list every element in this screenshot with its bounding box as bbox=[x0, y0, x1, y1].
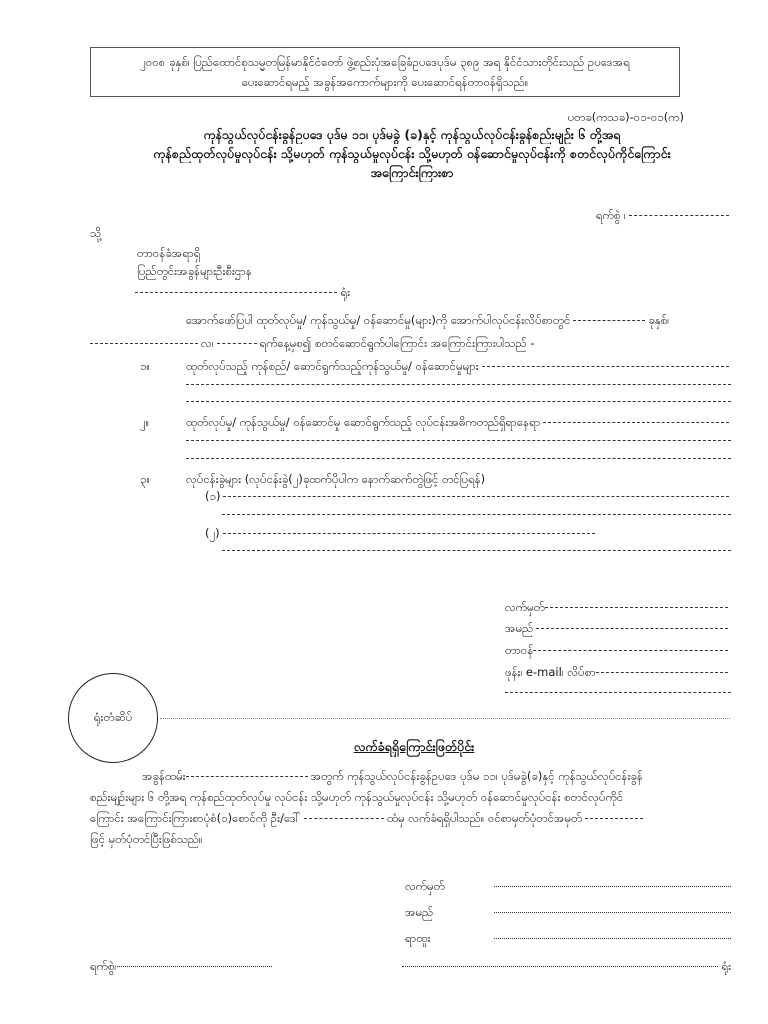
receipt-title-text: လက်ခံရရှိကြောင်းဖြတ်ပိုင်း bbox=[353, 739, 475, 754]
form-title-line-1: ကုန်သွယ်လုပ်ငန်းခွန်ဥပဒေ ပုဒ်မ ၁၁၊ ပုဒ်မခွဲ (ခ)နှင့် ကုန်သွယ်လုပ်ငန်းခွန်စည်းမျဉ်း ၆ တို့အရ bbox=[203, 127, 621, 142]
notice-line-1: ၂၀၀၈ ခုနှစ်၊ ပြည်ထောင်စုသမ္မတမြန်မာနိုင်ငံတော် ဖွဲ့စည်းပုံအခြေခံဥပဒေပုဒ်မ ၃၈၉ အရ နိုင်ငံသားတိုင်းသည် ဥပဒေအရ bbox=[140, 55, 630, 69]
receipt-office-row bbox=[402, 956, 731, 976]
intro-line-2 bbox=[90, 333, 732, 353]
intro-text-1: အောက်ဖော်ပြပါ ထုတ်လုပ်မှု/ ကုန်သွယ်မှု/ ဝန်ဆောင်မှု(များ)ကို အောက်ပါလုပ်ငန်းလိပ်စာတွင် bbox=[186, 313, 571, 327]
office-seal-label: ရုံးတံဆိပ် bbox=[93, 709, 133, 724]
receipt-signature-label: လက်မှတ် bbox=[405, 879, 445, 893]
sub-item-2-blank bbox=[223, 533, 595, 534]
registration-number-blank bbox=[585, 818, 643, 819]
contact-label: ဖုန်း၊ e-mail၊ လိပ်စာ bbox=[505, 665, 596, 679]
form-title-line-3: အကြောင်းကြားစာ bbox=[370, 165, 454, 180]
addressee-to: သို့ bbox=[90, 226, 102, 240]
addressee-department: ပြည်တွင်းအခွန်များဦးစီးဌာန bbox=[137, 264, 252, 278]
addressee-officer: တာဝန်ခံအရာရှိ bbox=[137, 246, 201, 260]
item-1-text: ထုတ်လုပ်သည့် ကုန်စည်/ ဆောင်ရွက်သည့်ကုန်သွယ်မှု/ ဝန်ဆောင်မှုများ bbox=[186, 359, 479, 373]
receipt-text-3b: ထံမှ လက်ခံရရှိပါသည်။ ဝင်စာမှတ်ပုံတင်အမှတ် bbox=[386, 811, 583, 825]
submitter-blank bbox=[304, 818, 384, 819]
applicant-signature-row bbox=[505, 597, 731, 617]
name-blank bbox=[536, 628, 728, 629]
receipt-position-label: ရာထူး bbox=[405, 931, 431, 945]
receipt-date-row bbox=[90, 956, 275, 976]
applicant-contact-row bbox=[505, 662, 731, 682]
item-2-blank bbox=[543, 422, 729, 423]
applicant-name-row bbox=[505, 618, 731, 638]
duty-label: တာဝန် bbox=[505, 643, 534, 657]
fill-in-line bbox=[505, 692, 731, 693]
sub-item-2-label: (၂) bbox=[205, 526, 220, 540]
fill-in-line bbox=[186, 458, 731, 459]
fill-in-line bbox=[222, 550, 731, 551]
date-blank bbox=[629, 215, 729, 216]
month-suffix: လ၊ bbox=[201, 336, 214, 350]
receipt-taxpayer-label: အခွန်ထမ်း bbox=[142, 769, 186, 783]
receipt-position-row bbox=[494, 928, 731, 948]
duty-blank bbox=[533, 650, 728, 651]
receipt-title bbox=[90, 737, 738, 759]
addressee-office-row bbox=[135, 282, 350, 302]
fill-in-line bbox=[186, 440, 731, 441]
receipt-text-3a: ကြောင်း အကြောင်းကြားစာပုံစံ(၁)စောင်ကို ဦး/ဒေါ် bbox=[90, 811, 301, 825]
date-row bbox=[596, 205, 732, 225]
receipt-name-label: အမည် bbox=[405, 905, 434, 919]
receipt-line-2: စည်းမျဉ်းများ ၆ တို့အရ ကုန်စည်ထုတ်လုပ်မှု လုပ်ငန်း သို့မဟုတ် ကုန်သွယ်မှုလုပ်ငန်း သို့မဟုတ် ဝန်ဆောင်မှုလုပ်ငန်း စတင်လုပ်ကိုင် bbox=[90, 790, 624, 804]
sub-item-2-row bbox=[205, 523, 598, 543]
fill-in-line bbox=[186, 401, 731, 402]
item-3-number: ၃။ bbox=[140, 472, 150, 486]
item-1-number: ၁။ bbox=[140, 359, 150, 373]
item-1-row bbox=[186, 356, 732, 376]
receipt-signature-blank bbox=[494, 886, 731, 887]
form-code: ပတခ(ကသခ)-၀၁-၀၁(က) bbox=[567, 110, 684, 124]
notice-line-2: ပေးဆောင်ရမည့် အခွန်အကောက်များကို ပေးဆောင်ရန်တာဝန်ရှိသည်။ bbox=[241, 75, 529, 89]
applicant-duty-row bbox=[505, 640, 731, 660]
sub-item-1-blank bbox=[223, 496, 729, 497]
form-title-line-2: ကုန်စည်ထုတ်လုပ်မှုလုပ်ငန်း သို့မဟုတ် ကုန်သွယ်မှုလုပ်ငန်း သို့မဟုတ် ဝန်ဆောင်မှုလုပ်ငန်းကို စတင်လုပ်ကိုင်ကြောင်း bbox=[153, 146, 671, 161]
receipt-signature-row bbox=[494, 876, 731, 896]
receipt-date-blank bbox=[117, 966, 272, 967]
item-2-text: ထုတ်လုပ်မှု/ ကုန်သွယ်မှု/ ဝန်ဆောင်မှု ဆောင်ရွက်သည့် လုပ်ငန်းအဓိကတည်ရှိရာနေရာ bbox=[186, 415, 541, 429]
fill-in-line bbox=[222, 514, 731, 515]
receipt-line-1 bbox=[142, 766, 732, 786]
receipt-date-label: ရက်စွဲ၊ bbox=[90, 959, 117, 973]
item-3-text: လုပ်ငန်းခွဲများ (လုပ်ငန်းခွဲ(၂)ခုထက်ပိုပါက နောက်ဆက်တွဲဖြင့် တင်ပြရန်) bbox=[186, 472, 486, 486]
signature-label: လက်မှတ် bbox=[505, 600, 545, 614]
day-blank bbox=[217, 343, 257, 344]
receipt-office-blank bbox=[402, 966, 718, 967]
year-blank bbox=[573, 320, 645, 321]
receipt-name-blank bbox=[494, 912, 731, 913]
fill-in-line bbox=[186, 384, 731, 385]
item-1-blank bbox=[482, 366, 729, 367]
item-2-row bbox=[186, 412, 732, 432]
year-suffix: ခုနှစ်၊ bbox=[648, 313, 670, 327]
office-blank bbox=[135, 292, 337, 293]
office-suffix: ရုံး bbox=[340, 285, 350, 299]
receipt-line-3 bbox=[90, 808, 732, 828]
date-label: ရက်စွဲ ၊ bbox=[596, 208, 626, 222]
intro-text-2: ရက်နေ့မှစ၍ စတင်ဆောင်ရွက်ပါကြောင်း အကြောင်းကြားပါသည် - bbox=[259, 336, 535, 350]
cut-separator-line bbox=[160, 718, 730, 719]
month-blank bbox=[90, 343, 198, 344]
receipt-name-row bbox=[494, 902, 731, 922]
constitutional-notice-box bbox=[90, 47, 680, 97]
contact-blank bbox=[596, 672, 728, 673]
signature-blank bbox=[545, 607, 728, 608]
taxpayer-blank bbox=[186, 776, 308, 777]
receipt-position-blank bbox=[494, 938, 731, 939]
item-2-number: ၂။ bbox=[140, 415, 150, 429]
receipt-line-4: ဖြင့် မှတ်ပုံတင်ပြီးဖြစ်သည်။ bbox=[90, 832, 203, 846]
receipt-office-suffix: ရုံး bbox=[721, 959, 731, 973]
intro-line-1 bbox=[186, 310, 732, 330]
name-label: အမည် bbox=[505, 621, 534, 635]
receipt-text-1: အတွက် ကုန်သွယ်လုပ်ငန်းခွန်ဥပဒေ ပုဒ်မ ၁၁၊ ပုဒ်မခွဲ(ခ)နှင့် ကုန်သွယ်လုပ်ငန်းခွန် bbox=[310, 769, 643, 783]
sub-item-1-label: (၁) bbox=[205, 489, 221, 503]
sub-item-1-row bbox=[205, 486, 732, 506]
